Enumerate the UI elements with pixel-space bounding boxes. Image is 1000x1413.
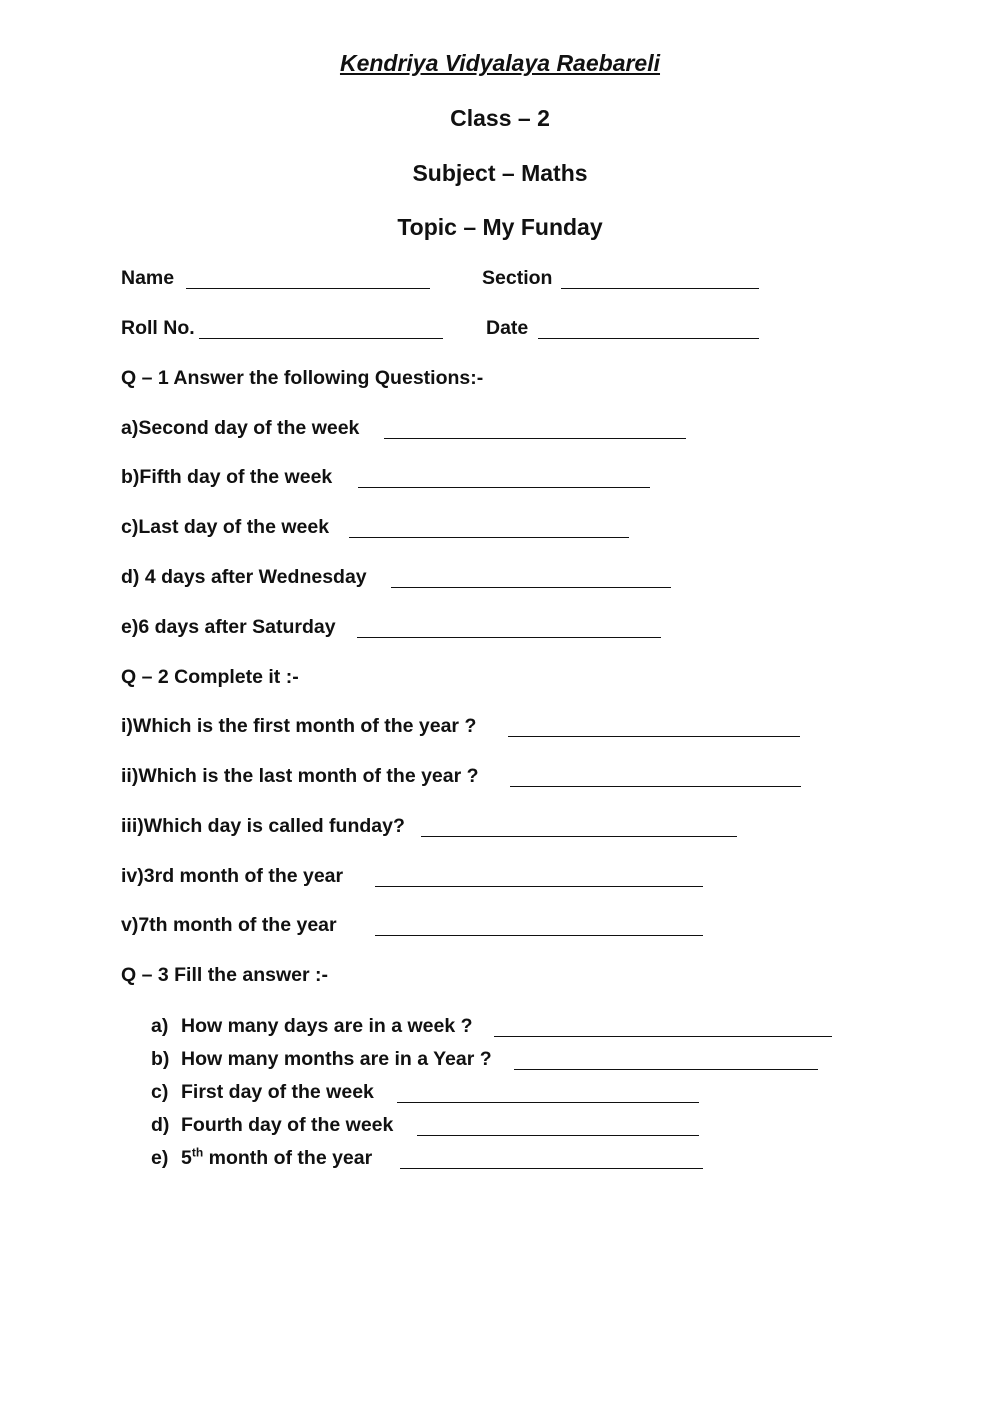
q3-answer-c[interactable] (397, 1102, 699, 1103)
q3-marker-e: e) (151, 1147, 169, 1169)
q2-item-i: i)Which is the first month of the year ? (121, 715, 477, 737)
q3-answer-d[interactable] (417, 1135, 699, 1136)
q3-item-e (151, 1147, 372, 1170)
date-label: Date (486, 317, 529, 339)
roll-field[interactable] (199, 338, 443, 339)
q2-answer-iii[interactable] (421, 836, 737, 837)
q1-item-c: c)Last day of the week (121, 516, 330, 538)
q3-text-e-after: month of the year (203, 1147, 373, 1169)
topic-heading: Topic – My Funday (397, 214, 603, 240)
q3-item-a (151, 1015, 473, 1038)
q2-item-v: v)7th month of the year (121, 914, 337, 936)
q1-item-a: a)Second day of the week (121, 417, 360, 439)
q3-answer-a[interactable] (494, 1036, 832, 1037)
q2-title: Q – 2 Complete it :- (121, 666, 299, 688)
q1-answer-c[interactable] (349, 537, 629, 538)
school-name: Kendriya Vidyalaya Raebareli (339, 50, 661, 76)
q1-item-b: b)Fifth day of the week (121, 466, 333, 488)
q1-answer-e[interactable] (357, 637, 661, 638)
q2-answer-iv[interactable] (375, 886, 703, 887)
q1-answer-a[interactable] (384, 438, 686, 439)
q3-sup-e: th (191, 1145, 204, 1160)
q3-marker-b: b) (151, 1048, 170, 1070)
roll-label: Roll No. (121, 317, 195, 339)
date-field[interactable] (538, 338, 759, 339)
q1-answer-d[interactable] (391, 587, 671, 588)
q2-item-iv: iv)3rd month of the year (121, 865, 344, 887)
class-heading: Class – 2 (450, 105, 550, 131)
q1-title: Q – 1 Answer the following Questions:- (121, 367, 484, 389)
name-label: Name (121, 267, 175, 289)
q2-item-iii: iii)Which day is called funday? (121, 815, 405, 837)
q2-answer-v[interactable] (375, 935, 703, 936)
q3-text-b: How many months are in a Year ? (181, 1048, 492, 1070)
q3-text-d: Fourth day of the week (181, 1114, 394, 1136)
subject-heading: Subject – Maths (412, 160, 588, 186)
q1-item-d: d) 4 days after Wednesday (121, 566, 367, 588)
q2-item-ii: ii)Which is the last month of the year ? (121, 765, 479, 787)
q3-marker-d: d) (151, 1114, 170, 1136)
q3-title: Q – 3 Fill the answer :- (121, 964, 328, 986)
q3-marker-a: a) (151, 1015, 169, 1037)
q1-answer-b[interactable] (358, 487, 650, 488)
q3-marker-c: c) (151, 1081, 169, 1103)
section-field[interactable] (561, 288, 759, 289)
q1-item-e: e)6 days after Saturday (121, 616, 336, 638)
q3-answer-e[interactable] (400, 1168, 703, 1169)
q3-item-c (151, 1081, 374, 1104)
q3-item-b (151, 1048, 492, 1071)
name-field[interactable] (186, 288, 430, 289)
q3-item-d (151, 1114, 393, 1137)
q2-answer-ii[interactable] (510, 786, 801, 787)
q3-text-a: How many days are in a week ? (181, 1015, 473, 1037)
section-label: Section (482, 267, 553, 289)
q3-text-c: First day of the week (181, 1081, 374, 1103)
q3-text-e: 5 (181, 1147, 192, 1169)
q3-answer-b[interactable] (514, 1069, 818, 1070)
q2-answer-i[interactable] (508, 736, 800, 737)
